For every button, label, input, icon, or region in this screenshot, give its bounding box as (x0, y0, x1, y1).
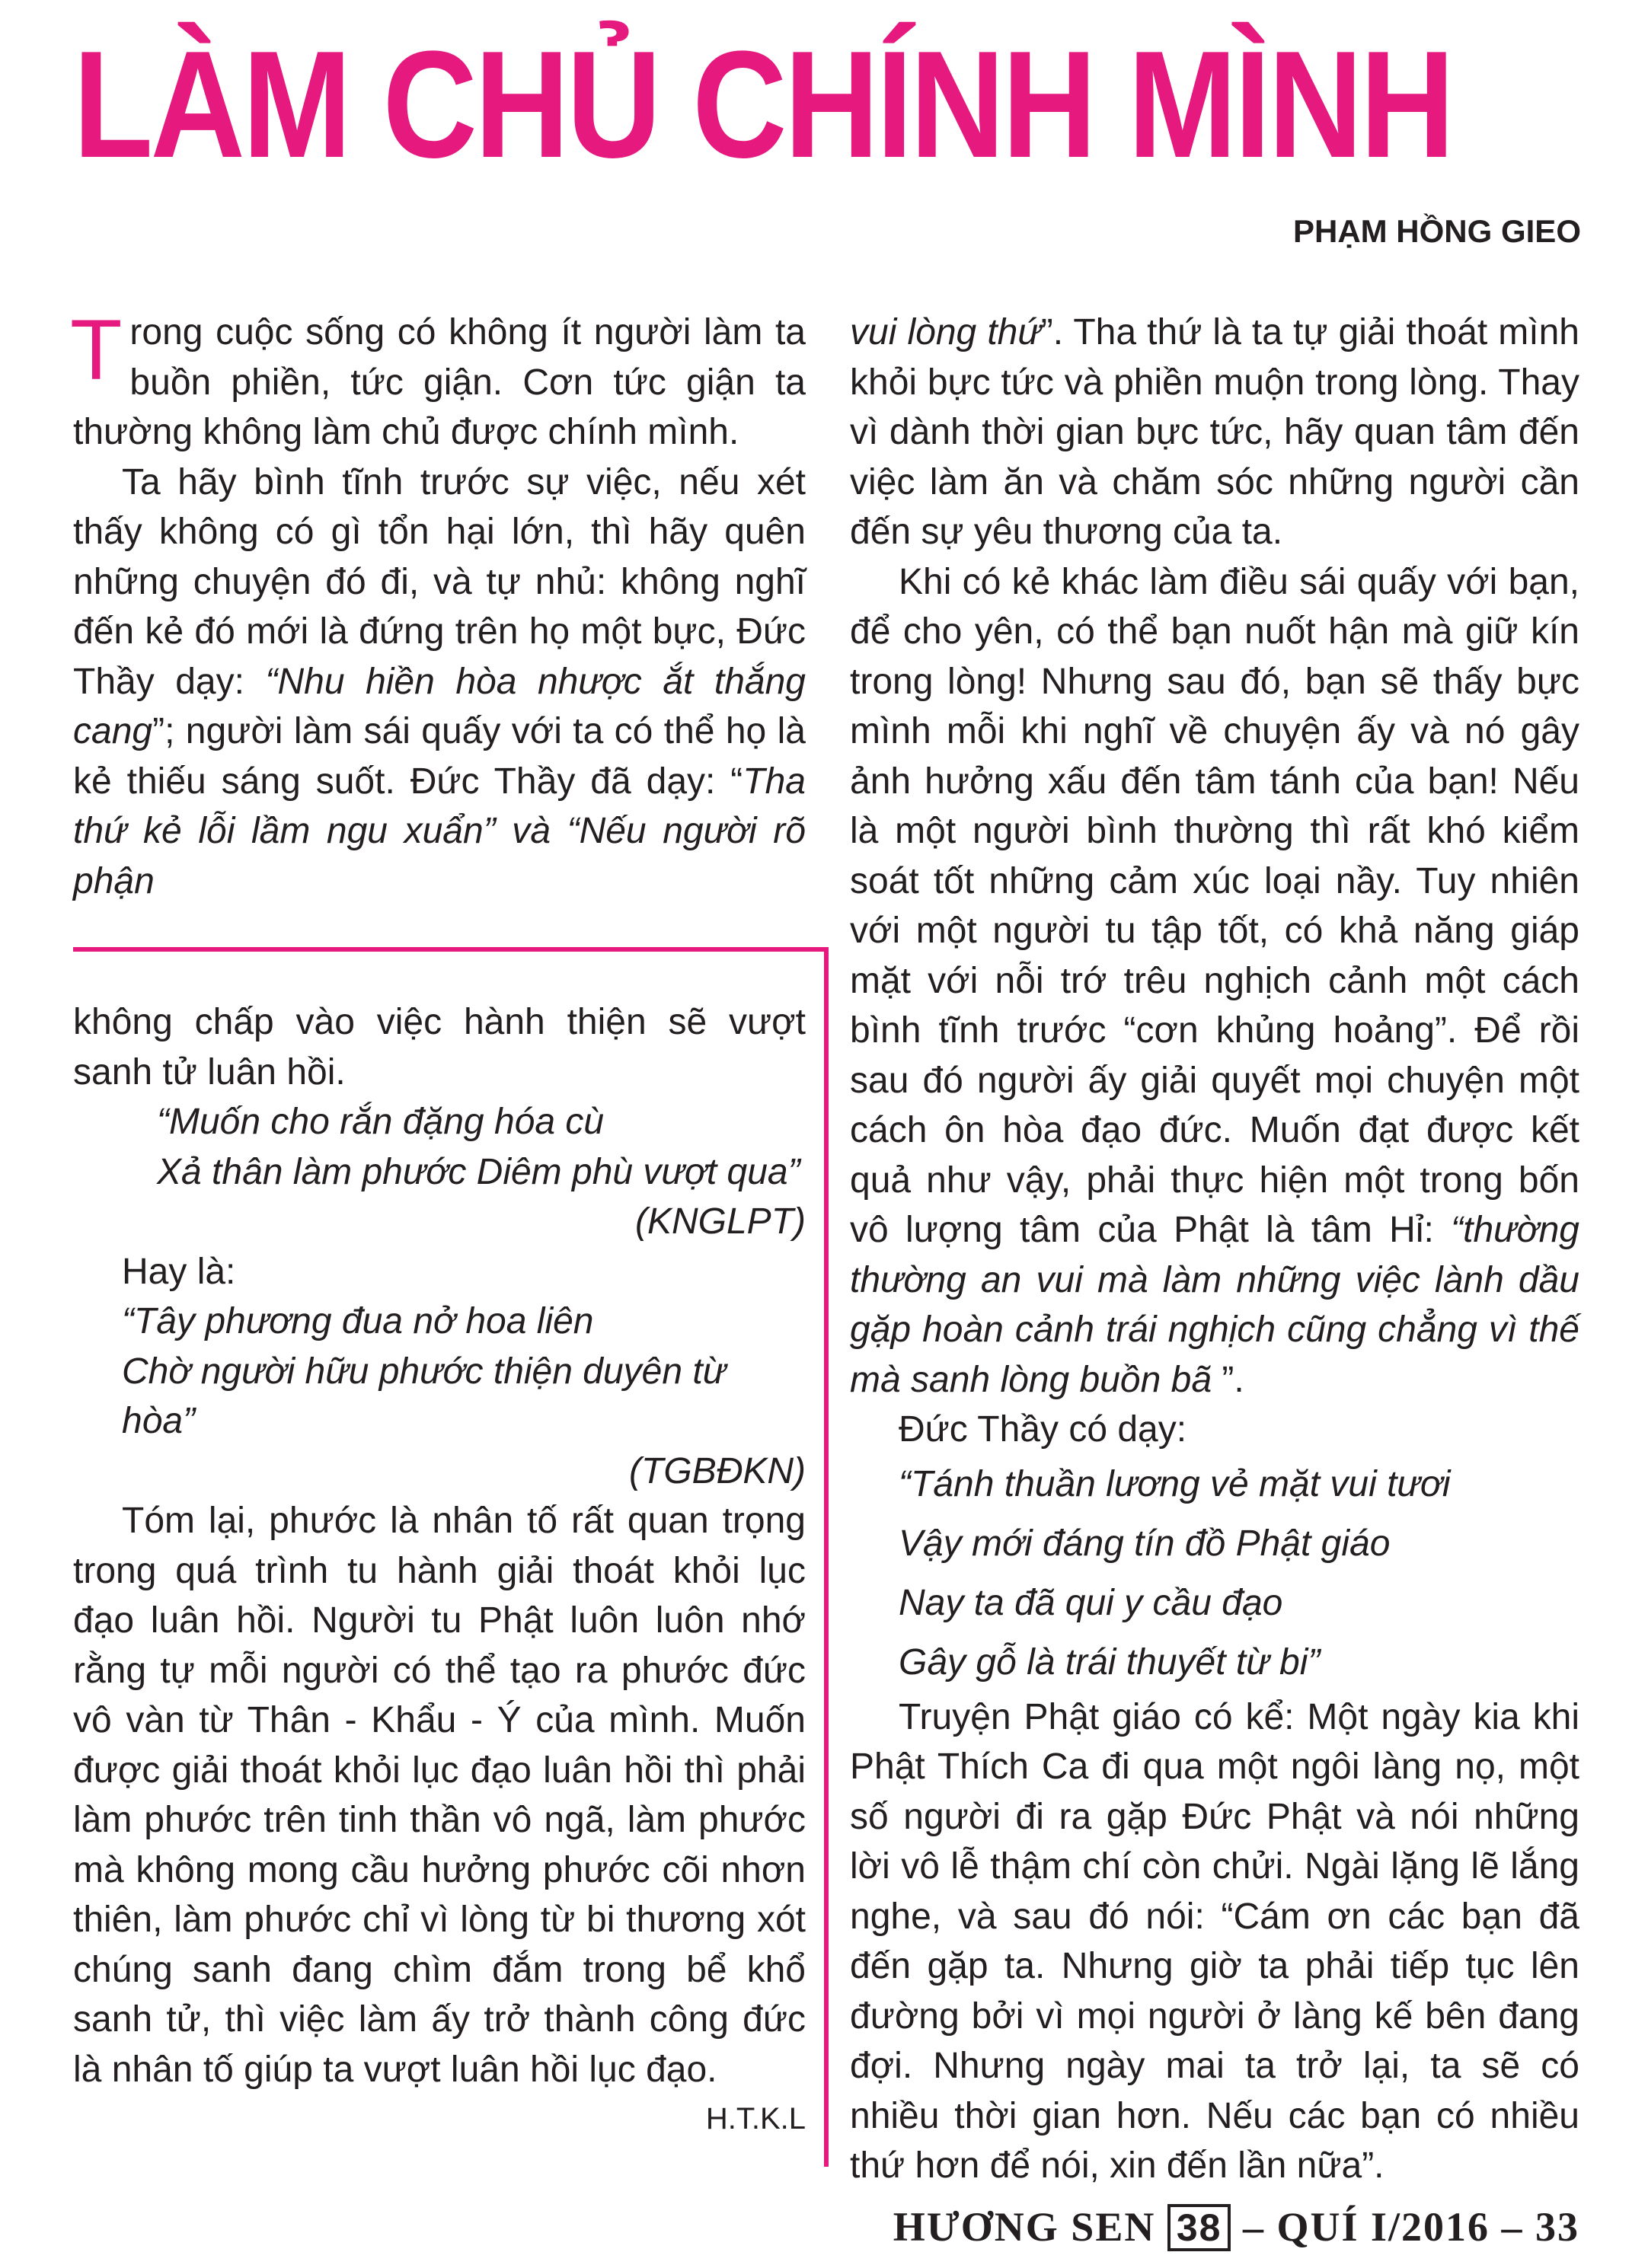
left-column-top (70, 302, 806, 906)
paragraph-story: Truyện Phật giáo có kể: Một ngày kia khi Phật Thích Ca đi qua một ngôi làng nọ, một số người đi ra gặp Đức Phật và nói những lời vô lễ thậm chí còn chửi. Ngài lặng lẽ lắng nghe, và sau đó nói: “Cám ơn các bạn đã đến gặp ta. Nhưng giờ ta phải tiếp tục lên đường bởi vì mọi người ở làng kế bên đang đợi. Nhưng ngày mai ta trở lại, ta sẽ có nhiều thời gian hơn. Nếu các bạn có nhiều thứ hơn để nói, xin đến lần nữa”. (850, 1696, 1579, 2186)
drop-cap: T (70, 302, 123, 397)
paragraph-emotions (850, 557, 1579, 1405)
issue-number-box: 38 (1167, 2204, 1231, 2251)
article-author: PHẠM HỒNG GIEO (1292, 213, 1581, 249)
paragraph-forgive (850, 308, 1579, 557)
paragraph-text: ”. Tha thứ là ta tự giải thoát mình khỏi bực tức và phiền muộn trong lòng. Thay vì dành thời gian bực tức, hãy quan tâm đến việc làm ăn và chăm sóc những người cần đến sự yêu thương của ta. (850, 312, 1580, 552)
paragraph-intro-text: rong cuộc sống có không ít người làm ta buồn phiền, tức giận. Cơn tức giận ta thường không làm chủ được chính mình. (73, 312, 806, 452)
issue-period: – QUÍ I/2016 – (1242, 2204, 1524, 2250)
paragraph-text: Ta hãy bình tĩnh trước sự việc, nếu xét thấy không có gì tổn hại lớn, thì hãy quên những chuyện đó đi, và tự nhủ: không nghĩ đến kẻ đó mới là đứng trên họ một bực, Đức Thầy dạy: (73, 461, 806, 702)
page-number: 33 (1535, 2204, 1579, 2250)
paragraph-text: ” và “ (483, 811, 580, 851)
paragraph-text: Khi có kẻ khác làm điều sái quấy với bạn, để cho yên, có thể bạn nuốt hận mà giữ kín trong lòng! Nhưng sau đó, bạn sẽ thấy bực mình mỗi khi nghĩ về chuyện ấy và nó gây ảnh hưởng xấu đến tâm tánh của bạn! Nếu là một người bình thường thì rất khó kiểm soát tốt những cảm xúc loại nầy. Tuy nhiên với một người tu tập tốt, có khả năng giáp mặt với nỗi trớ trêu nghịch cảnh một cách bình tĩnh trước “cơn khủng hoảng”. Để rồi sau đó người ấy giải quyết mọi chuyện một cách ôn hòa đạo đức. Muốn đạt được kết quả như vậy, phải thực hiện một trong bốn vô lượng tâm của Phật là tâm Hỉ: (850, 561, 1579, 1250)
quote-inline: Tha thứ kẻ lỗi lầm ngu xuẩn (73, 761, 806, 851)
paragraph-intro (70, 302, 806, 458)
verse-line: “Tây phương đua nở hoa liên (122, 1301, 594, 1341)
page-footer (893, 2200, 1579, 2254)
quote-inline: vui lòng thứ (850, 312, 1041, 352)
verse-line: Gây gỗ là trái thuyết từ bi” (899, 1641, 1321, 1683)
verse-line: Vậy mới đáng tín đồ Phật giáo (899, 1523, 1391, 1564)
paragraph-duc-thay: Đức Thầy có dạy: (899, 1409, 1187, 1450)
verse-line: “Muốn cho rắn đặng hóa cù (157, 1102, 605, 1142)
paragraph-text: ”. (1212, 1359, 1244, 1400)
paragraph-text: ”; người làm sái quấy với ta có thể họ là kẻ thiếu sáng suốt. Đức Thầy đã dạy: “ (73, 711, 806, 802)
signature: H.T.K.L (705, 2102, 806, 2136)
verse-line: Chờ người hữu phước thiện duyên từ hòa” (122, 1351, 727, 1441)
quote-inline: “thường thường an vui mà làm những việc lành dầu gặp hoàn cảnh trái nghịch cũng chẳng vì thế mà sanh lòng buồn bã (850, 1210, 1579, 1400)
left-column-bottom (73, 997, 806, 2145)
article-title: LÀM CHỦ CHÍNH MÌNH (73, 20, 1452, 190)
paragraph-continuation: không chấp vào việc hành thiện sẽ vượt sanh tử luân hồi. (73, 1002, 806, 1093)
quote-inline: Nếu người rõ phận (73, 811, 806, 901)
accent-rule-vertical (824, 947, 829, 2167)
magazine-name: HƯƠNG SEN (893, 2204, 1156, 2250)
verse-source: (TGBĐKN) (629, 1450, 806, 1491)
verse-line: Nay ta đã qui y cầu đạo (899, 1582, 1283, 1623)
paragraph-hay-la: Hay là: (122, 1251, 236, 1292)
accent-rule-horizontal (73, 947, 829, 952)
paragraph-teaching (73, 458, 806, 907)
right-column (850, 308, 1579, 2191)
paragraph-conclusion: Tóm lại, phước là nhân tố rất quan trọng trong quá trình tu hành giải thoát khỏi lục đạo luân hồi. Người tu Phật luôn luôn nhớ rằng tự mỗi người có thể tạo ra phước đức vô vàn từ Thân - Khẩu - Ý của mình. Muốn được giải thoát khỏi lục đạo luân hồi thì phải làm phước trên tinh thần vô ngã, làm phước mà không mong cầu hưởng phước cõi nhơn thiên, làm phước chỉ vì lòng từ bi thương xót chúng sanh đang chìm đắm trong bể khổ sanh tử, thì việc làm ấy trở thành công đức là nhân tố giúp ta vượt luân hồi lục đạo. (73, 1501, 806, 2090)
verse-source: (KNGLPT) (634, 1201, 806, 1242)
verse-line: “Tánh thuần lương vẻ mặt vui tươi (899, 1463, 1451, 1504)
quote-inline: “Nhu hiền hòa nhược ắt thắng cang (73, 661, 806, 751)
verse-line: Xả thân làm phước Diêm phù vượt qua” (157, 1151, 800, 1192)
